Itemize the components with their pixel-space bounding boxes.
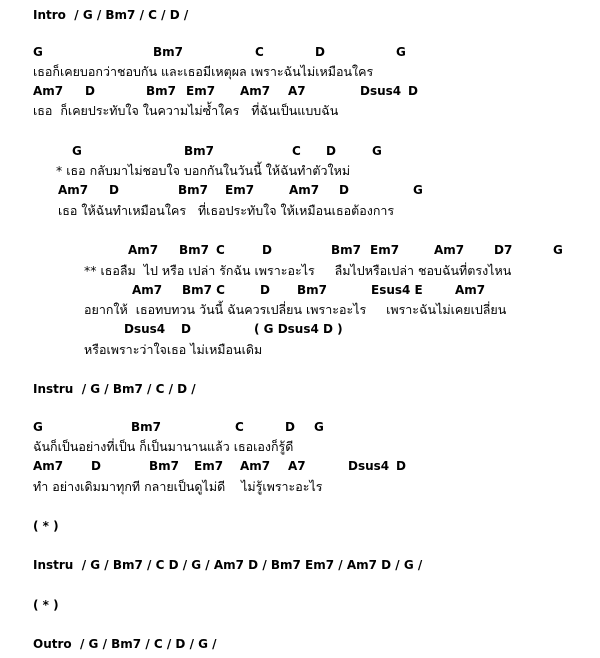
chord: ( G Dsus4 D ) [254, 322, 343, 336]
chord: Bm7 [146, 84, 176, 98]
chord: D [181, 322, 191, 336]
lyric-line: เธอ ก็เคยประทับใจ ในความไม่ซ้ำใคร ที่ฉันเป็นแบบฉัน [33, 103, 339, 118]
chord: Bm7 [184, 144, 214, 158]
chord: C [255, 45, 264, 59]
chord: D [262, 243, 272, 257]
chord: D [339, 183, 349, 197]
chord: Bm7 [149, 459, 179, 473]
chord: Bm7 [153, 45, 183, 59]
chord: A7 [288, 459, 306, 473]
lyric-line: อยากให้ เธอทบทวน วันนี้ ฉันควรเปลี่ยน เพราะอะไร เพราะฉันไม่เคยเปลี่ยน [84, 302, 507, 317]
chord: Dsus4 [348, 459, 390, 473]
chord: Bm7 [331, 243, 361, 257]
chord: Am7 [455, 283, 486, 297]
chord: C [292, 144, 301, 158]
chord: Em7 [225, 183, 255, 197]
chord: Esus4 E [371, 283, 423, 297]
chord: Am7 [58, 183, 89, 197]
lyric-line: ทำ อย่างเดิมมาทุกที กลายเป็นดูไม่ดี ไม่รู้เพราะอะไร [33, 479, 323, 494]
repeat-marker: ( * ) [33, 519, 59, 533]
chord: Em7 [186, 84, 216, 98]
lyric-line: ** เธอลืม ไป หรือ เปล่า รักฉัน เพราะอะไร ลืมไปหรือเปล่า ชอบฉันที่ตรงไหน [84, 263, 512, 278]
chord: G [33, 45, 43, 59]
chord: D [408, 84, 418, 98]
chord: D [285, 420, 295, 434]
chord: G [413, 183, 423, 197]
lyric-line: * เธอ กลับมาไม่ชอบใจ บอกกันในวันนี้ ให้ฉันทำตัวใหม่ [56, 163, 351, 178]
lyric-line: หรือเพราะว่าใจเธอ ไม่เหมือนเดิม [84, 342, 263, 357]
chord: D [85, 84, 95, 98]
chord: Am7 [33, 84, 64, 98]
instrumental-line: Instru / G / Bm7 / C D / G / Am7 D / Bm7 Em7 / Am7 D / G / [33, 558, 423, 572]
chord: D7 [494, 243, 513, 257]
chord: Am7 [240, 84, 271, 98]
chord: D [396, 459, 406, 473]
outro-line: Outro / G / Bm7 / C / D / G / [33, 637, 217, 651]
chord: D [315, 45, 325, 59]
chord: Bm7 [178, 183, 208, 197]
chord: Am7 [289, 183, 320, 197]
repeat-marker: ( * ) [33, 598, 59, 612]
chord: Am7 [33, 459, 64, 473]
chord: C [216, 243, 225, 257]
lyric-line: ฉันก็เป็นอย่างที่เป็น ก็เป็นมานานแล้ว เธอเองก็รู้ดี [33, 439, 294, 454]
chord: C [235, 420, 244, 434]
chord: Am7 [434, 243, 465, 257]
chord: Em7 [194, 459, 224, 473]
lyric-line: เธอ ให้ฉันทำเหมือนใคร ที่เธอประทับใจ ให้เหมือนเธอต้องการ [58, 203, 395, 218]
lyric-line: เธอก็เคยบอกว่าชอบกัน และเธอมีเหตุผล เพราะฉันไม่เหมือนใคร [33, 64, 374, 79]
chord: G [396, 45, 406, 59]
chord: Dsus4 [360, 84, 402, 98]
chord: G [72, 144, 82, 158]
chord: Dsus4 [124, 322, 166, 336]
chord: Em7 [370, 243, 400, 257]
chord: D [109, 183, 119, 197]
chord: Am7 [128, 243, 159, 257]
chord: A7 [288, 84, 306, 98]
chord: G [314, 420, 324, 434]
chord: Bm7 [297, 283, 327, 297]
chord: Am7 [240, 459, 271, 473]
chord: G [553, 243, 563, 257]
chord: Am7 [132, 283, 163, 297]
chord: Bm7 [179, 243, 209, 257]
chord: D [260, 283, 270, 297]
chord: Bm7 [131, 420, 161, 434]
intro-line: Intro / G / Bm7 / C / D / [33, 8, 189, 22]
chord: G [372, 144, 382, 158]
chord: Bm7 C [182, 283, 225, 297]
chord: D [326, 144, 336, 158]
instrumental-line: Instru / G / Bm7 / C / D / [33, 382, 196, 396]
chord: G [33, 420, 43, 434]
chord: D [91, 459, 101, 473]
